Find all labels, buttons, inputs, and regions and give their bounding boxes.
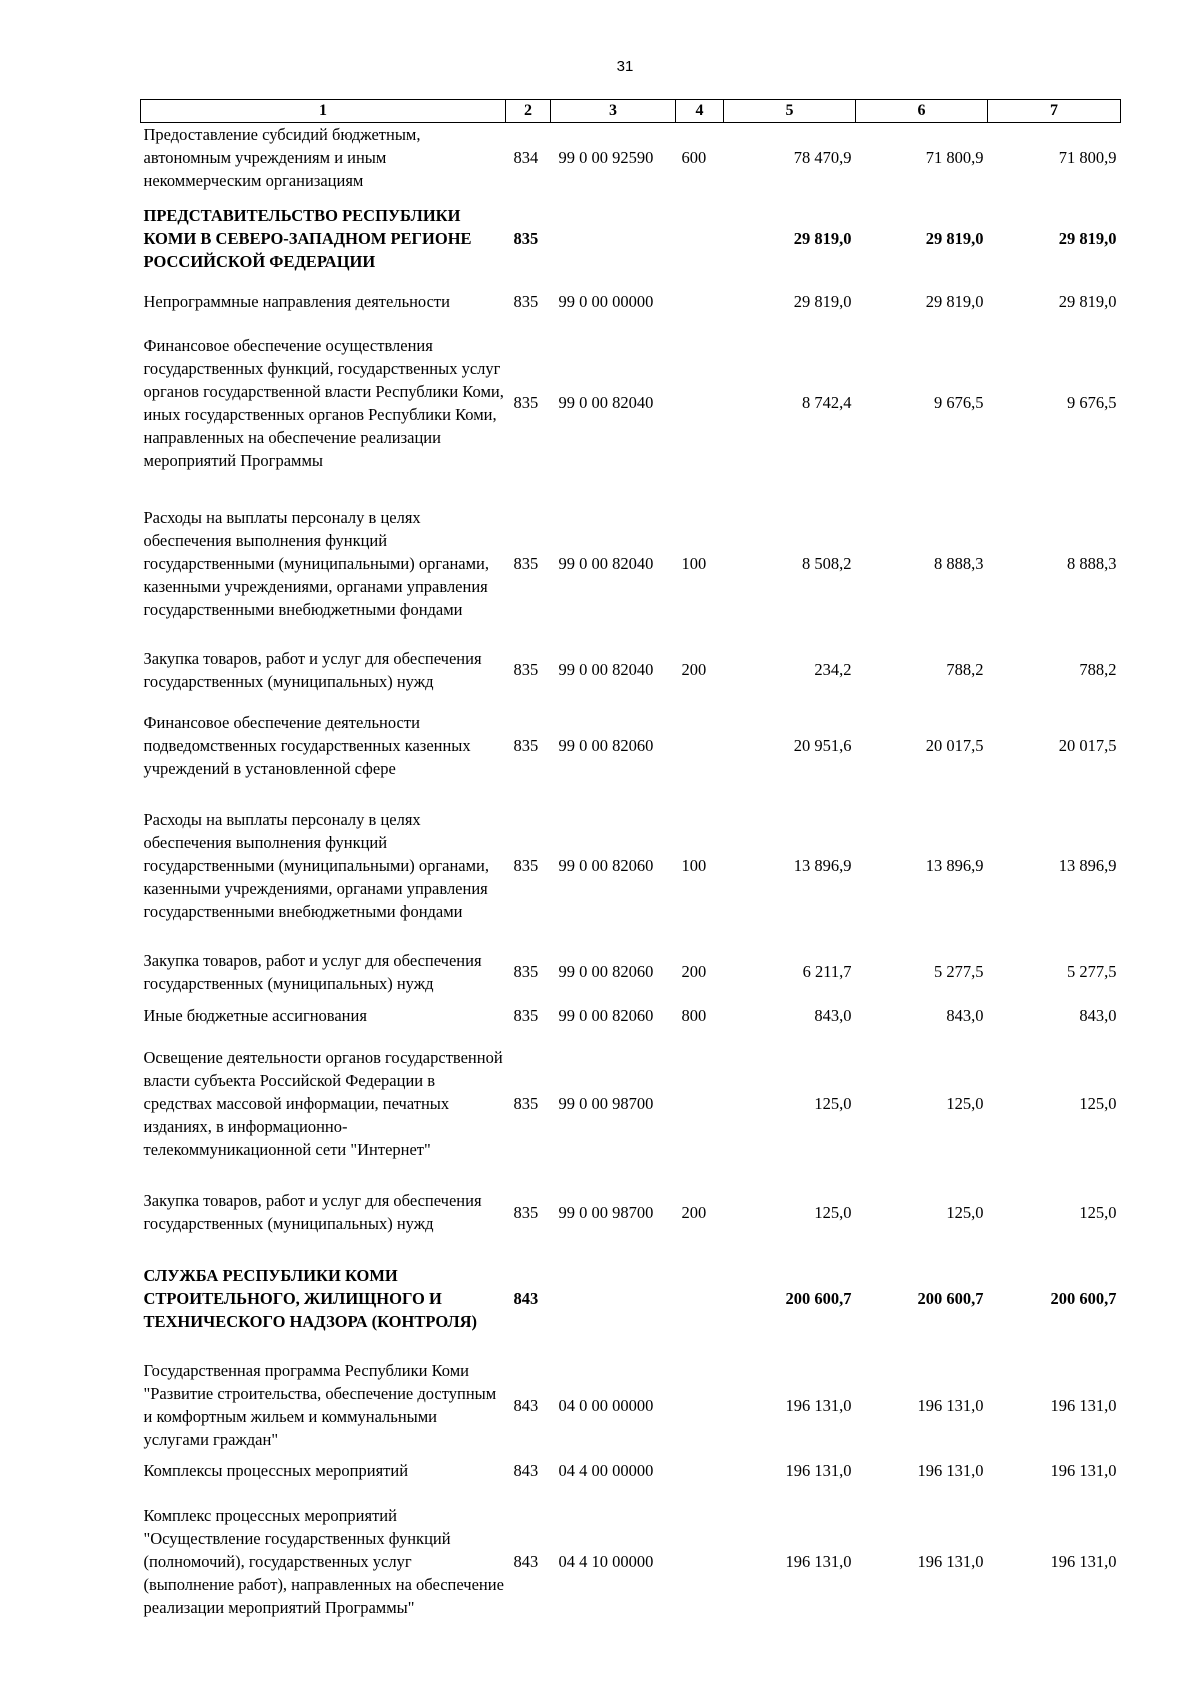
row-amount-1: 29 819,0: [793, 229, 852, 248]
row-expense-type-code: [676, 285, 724, 317]
row-target-article-code: 99 0 00 82040: [558, 553, 654, 573]
row-target-article-code: 99 0 00 98700: [558, 1094, 654, 1113]
table-row: [141, 638, 1121, 701]
row-ministry-code: 835: [513, 660, 539, 679]
row-ministry-code: 835: [513, 393, 539, 412]
table-row: [141, 1003, 1121, 1027]
row-name: СЛУЖБА РЕСПУБЛИКИ КОМИ СТРОИТЕЛЬНОГО, ЖИЛИЩНОГО И ТЕХНИЧЕСКОГО НАДЗОРА (КОНТРОЛЯ): [143, 1266, 478, 1331]
row-expense-type-code: [676, 1244, 724, 1353]
row-expense-type-code: [676, 1483, 724, 1639]
row-target-article-code: 99 0 00 00000: [558, 291, 654, 311]
table-row: [141, 488, 1121, 638]
row-name: Государственная программа Республики Коми "Развитие строительства, обеспечение доступным и комфортным жильем и коммунальными услугами граждан": [143, 1361, 497, 1449]
page-number: 31: [616, 58, 634, 75]
row-expense-type-code: [676, 1353, 724, 1457]
table-row: [141, 1027, 1121, 1180]
row-amount-2: 9 676,5: [934, 393, 984, 412]
row-ministry-code: 835: [513, 291, 539, 311]
row-amount-1: 6 211,7: [802, 962, 852, 981]
row-amount-2: 196 131,0: [917, 1551, 984, 1571]
row-target-article-code: 04 4 00 00000: [558, 1460, 654, 1480]
row-amount-1: 200 600,7: [785, 1289, 852, 1308]
row-amount-1: 125,0: [814, 1202, 852, 1222]
row-expense-type-code: [676, 192, 724, 285]
table-header-row: [141, 100, 1121, 123]
row-ministry-code: 843: [513, 1551, 539, 1571]
row-ministry-code: 835: [513, 855, 539, 875]
table-row: [141, 1244, 1121, 1353]
row-amount-3: 843,0: [1079, 1005, 1117, 1025]
table-row: [141, 701, 1121, 790]
row-amount-1: 78 470,9: [793, 148, 852, 167]
row-amount-1: 196 131,0: [785, 1395, 852, 1415]
column-header-1: 1: [141, 100, 506, 123]
row-name: Финансовое обеспечение осуществления государственных функций, государственных услуг органов государственной власти Республики Коми, иных государственных органов Республики Коми, направленных на обеспечение реализации мероприятий Программы: [143, 335, 504, 470]
row-name: Расходы на выплаты персоналу в целях обеспечения выполнения функций государственными (муниципальными) органами, казенными учреждениями, органами управления государственными внебюджетными фондами: [143, 809, 490, 921]
row-ministry-code: 834: [513, 148, 539, 167]
row-name: Закупка товаров, работ и услуг для обеспечения государственных (муниципальных) нужд: [143, 1191, 482, 1233]
row-name: Освещение деятельности органов государственной власти субъекта Российской Федерации в средствах массовой информации, печатных изданиях, в информационно-телекоммуникационной сети "Интернет": [143, 1048, 503, 1159]
row-expense-type-code: [676, 1027, 724, 1180]
row-amount-3: 20 017,5: [1058, 736, 1117, 755]
row-target-article-code: [551, 192, 676, 285]
row-amount-3: 5 277,5: [1067, 962, 1117, 981]
row-amount-3: 29 819,0: [1058, 291, 1117, 311]
row-ministry-code: 835: [513, 1005, 539, 1025]
row-amount-1: 125,0: [814, 1094, 852, 1113]
row-ministry-code: 843: [513, 1460, 539, 1480]
table-row: [141, 285, 1121, 317]
row-amount-3: 196 131,0: [1050, 1460, 1117, 1480]
column-header-6: 6: [856, 100, 988, 123]
row-amount-2: 196 131,0: [917, 1460, 984, 1480]
row-name: Финансовое обеспечение деятельности подведомственных государственных казенных учреждений в установленной сфере: [143, 713, 471, 778]
row-ministry-code: 843: [513, 1289, 539, 1308]
row-amount-2: 71 800,9: [925, 148, 984, 167]
row-amount-2: 29 819,0: [925, 229, 984, 248]
column-header-3: 3: [551, 100, 676, 123]
row-amount-2: 125,0: [946, 1202, 984, 1222]
column-header-2: 2: [506, 100, 551, 123]
row-amount-2: 13 896,9: [925, 855, 984, 875]
table-row: [141, 123, 1121, 193]
row-expense-type-code: [676, 701, 724, 790]
row-target-article-code: [551, 1244, 676, 1353]
row-amount-2: 843,0: [946, 1005, 984, 1025]
row-name: Расходы на выплаты персоналу в целях обеспечения выполнения функций государственными (муниципальными) органами, казенными учреждениями, органами управления государственными внебюджетными фондами: [143, 507, 490, 619]
row-expense-type-code: [676, 1457, 724, 1483]
row-target-article-code: 99 0 00 82040: [558, 393, 654, 412]
row-amount-2: 196 131,0: [917, 1395, 984, 1415]
row-ministry-code: 835: [513, 229, 539, 248]
row-amount-2: 20 017,5: [925, 736, 984, 755]
row-amount-1: 8 508,2: [802, 553, 852, 573]
row-amount-1: 8 742,4: [802, 393, 852, 412]
row-ministry-code: 835: [513, 962, 539, 981]
row-amount-3: 196 131,0: [1050, 1551, 1117, 1571]
row-target-article-code: 99 0 00 92590: [558, 148, 654, 167]
row-amount-3: 8 888,3: [1067, 553, 1117, 573]
row-target-article-code: 04 0 00 00000: [558, 1395, 654, 1415]
row-amount-3: 200 600,7: [1050, 1289, 1117, 1308]
row-expense-type-code: 200: [681, 962, 707, 981]
row-name: Непрограммные направления деятельности: [143, 291, 450, 311]
row-amount-2: 5 277,5: [934, 962, 984, 981]
table-row: [141, 317, 1121, 488]
table-row: [141, 1457, 1121, 1483]
row-target-article-code: 99 0 00 82060: [558, 1005, 654, 1025]
table-row: [141, 1180, 1121, 1244]
row-amount-3: 71 800,9: [1058, 148, 1117, 167]
row-amount-2: 200 600,7: [917, 1289, 984, 1308]
row-amount-3: 29 819,0: [1058, 229, 1117, 248]
row-ministry-code: 843: [513, 1395, 539, 1415]
row-target-article-code: 99 0 00 82060: [558, 962, 654, 981]
table-row: [141, 1483, 1121, 1639]
row-name: Комплекс процессных мероприятий "Осуществление государственных функций (полномочий), государственных услуг (выполнение работ), направленных на обеспечение реализации мероприятий Программы": [143, 1505, 504, 1617]
row-target-article-code: 99 0 00 82040: [558, 660, 654, 679]
row-name: Иные бюджетные ассигнования: [143, 1005, 367, 1025]
row-expense-type-code: 800: [681, 1005, 707, 1025]
row-expense-type-code: 100: [681, 553, 707, 573]
row-ministry-code: 835: [513, 1202, 539, 1222]
row-amount-1: 234,2: [814, 660, 852, 679]
row-ministry-code: 835: [513, 1094, 539, 1113]
table-row: [141, 790, 1121, 940]
row-amount-1: 843,0: [814, 1005, 852, 1025]
row-target-article-code: 04 4 10 00000: [558, 1551, 654, 1571]
table-row: [141, 192, 1121, 285]
budget-table: [140, 99, 1121, 1639]
row-target-article-code: 99 0 00 98700: [558, 1202, 654, 1222]
row-amount-1: 20 951,6: [793, 736, 852, 755]
row-expense-type-code: 100: [681, 855, 707, 875]
row-expense-type-code: [676, 317, 724, 488]
column-header-4: 4: [676, 100, 724, 123]
column-header-7: 7: [988, 100, 1121, 123]
row-amount-1: 29 819,0: [793, 291, 852, 311]
row-ministry-code: 835: [513, 736, 539, 755]
row-amount-1: 196 131,0: [785, 1551, 852, 1571]
row-amount-2: 8 888,3: [934, 553, 984, 573]
row-name: Закупка товаров, работ и услуг для обеспечения государственных (муниципальных) нужд: [143, 950, 482, 993]
row-name: Предоставление субсидий бюджетным, автономным учреждениям и иным некоммерческим организациям: [143, 125, 421, 190]
row-amount-3: 788,2: [1079, 660, 1117, 679]
row-name: Комплексы процессных мероприятий: [143, 1460, 409, 1480]
row-target-article-code: 99 0 00 82060: [558, 855, 654, 875]
row-amount-1: 13 896,9: [793, 855, 852, 875]
row-amount-3: 13 896,9: [1058, 855, 1117, 875]
table-row: [141, 1353, 1121, 1457]
row-amount-2: 29 819,0: [925, 291, 984, 311]
row-amount-2: 788,2: [946, 660, 984, 679]
row-amount-3: 196 131,0: [1050, 1395, 1117, 1415]
row-ministry-code: 835: [513, 553, 539, 573]
row-amount-1: 196 131,0: [785, 1460, 852, 1480]
row-expense-type-code: 600: [681, 148, 707, 167]
row-expense-type-code: 200: [681, 660, 707, 679]
row-amount-2: 125,0: [946, 1094, 984, 1113]
row-target-article-code: 99 0 00 82060: [558, 736, 654, 755]
row-name: Закупка товаров, работ и услуг для обеспечения государственных (муниципальных) нужд: [143, 648, 482, 691]
row-expense-type-code: 200: [681, 1202, 707, 1222]
row-amount-3: 125,0: [1079, 1202, 1117, 1222]
row-name: ПРЕДСТАВИТЕЛЬСТВО РЕСПУБЛИКИ КОМИ В СЕВЕРО-ЗАПАДНОМ РЕГИОНЕ РОССИЙСКОЙ ФЕДЕРАЦИИ: [143, 206, 472, 271]
column-header-5: 5: [724, 100, 856, 123]
row-amount-3: 9 676,5: [1067, 393, 1117, 412]
row-amount-3: 125,0: [1079, 1094, 1117, 1113]
table-row: [141, 940, 1121, 1003]
